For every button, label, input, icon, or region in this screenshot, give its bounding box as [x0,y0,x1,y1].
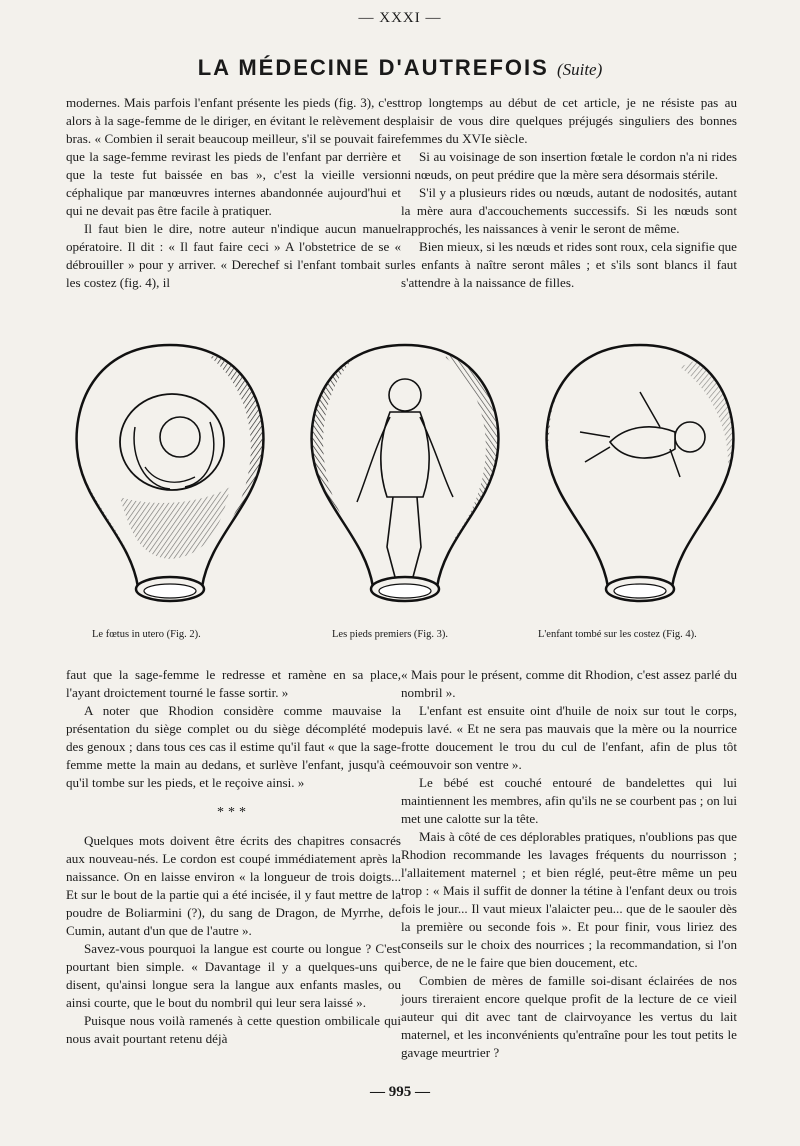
figure-feet-first [295,337,515,632]
section-title [0,55,800,81]
column-bottom-right [401,666,737,1062]
paragraph: faut que la sage-femme le redresse et ramène en sa place, l'ayant droictement tourné le fasse sortir. » [66,667,401,700]
caption-fig-4: L'enfant tombé sur les costez (Fig. 4). [538,629,697,640]
caption-fig-2: Le fœtus in utero (Fig. 2). [92,629,201,640]
paragraph: Mais à côté de ces déplorables pratiques, n'oublions pas que Rhodion recommande les lavages fréquents du nourrisson ; l'allaitement maternel ; et bien réglé, peut-être même un peu trop : « Mais il suffit de donner la tétine à l'enfant deux ou trois fois le jour... Il vaut mieux l'alaicter peu... que de le saouler dès la première ou seconde fois ». Et pour finir, vous liriez des conseils sur le choix des nourrices ; la recommandation, si l'on berce, de ne le faire que bien doucement, etc. [401,829,737,970]
paragraph: « Mais pour le présent, comme dit Rhodion, c'est assez parlé du nombril ». [401,667,737,700]
column-top-left [66,94,401,292]
page-number: — 995 — [370,1084,430,1100]
paragraph: Quelques mots doivent être écrits des chapitres consacrés aux nouveau-nés. Le cordon est coupé immédiatement après la naissance. On en laisse environ « la longueur de trois doigts... Et sur le bout de la partie qui a été incisée, il y faut mettre de la poudre de Boliarmini (?), du sang de Dragon, de Myrrhe, de Cumin, autant d'un que de l'autre ». [66,833,401,938]
paragraph: Puisque nous voilà ramenés à cette question ombilicale qui nous avait pourtant retenu déjà [66,1013,401,1046]
figure-row [60,337,750,632]
paragraph: Savez-vous pourquoi la langue est courte ou longue ? C'est pourtant bien simple. « Davantage il y a quelques-uns qui disent, qu'ainsi longue sera la langue aux enfants masles, ou ainsi courte, que le bout du nombril qui leur sera laissé ». [66,941,401,1010]
paragraph: modernes. Mais parfois l'enfant présente les pieds (fig. 3), c'est alors à la sage-femme de le diriger, en évitant le relèvement des bras. « Combien il serait beaucoup meilleur, s'il se pouvait faire que la sage-femme revirast les pieds de l'enfant par derrière et que la teste fut baissée en bas », c'est la vieille version céphalique par manœuvres internes abandonnée aujourd'hui et qui ne devait pas être facile à pratiquer. [66,95,401,218]
paragraph: A noter que Rhodion considère comme mauvaise la présentation du siège complet ou du siège décomplété mode des genoux ; dans tous ces cas il estime qu'il faut « que la sage-femme mette la main au dedans, et surlève l'enfant, jusqu'à ce qu'il tombe sur les pieds, et le reçoive ainsi. » [66,703,401,790]
title-suite: (Suite) [556,60,603,79]
paragraph: Bien mieux, si les nœuds et rides sont roux, cela signifie que les enfants à naître seront mâles ; et s'ils sont blancs il faut s'attendre à la naissance de filles. [401,239,737,290]
paragraph: Combien de mères de famille soi-disant éclairées de nos jours tireraient encore quelque profit de la lecture de ce vieil auteur qui dit avec tant de clairvoyance les vertus du lait maternel, et les inconvénients qu'entraîne pour les tout petits le gavage meurtrier ? [401,973,737,1060]
caption-fig-3: Les pieds premiers (Fig. 3). [332,629,449,640]
figure-fallen-on-side [530,337,750,632]
engraving-fetus-curled [60,337,280,632]
title-text: LA MÉDECINE D'AUTREFOIS [197,55,549,80]
paragraph: trop longtemps au début de cet article, je ne résiste pas au plaisir de vous dire quelques préjugés singuliers des bonnes femmes du XVIe siècle. [401,95,737,146]
column-bottom-left [66,666,401,1048]
page-roman-number: — XXXI — [358,10,442,26]
engraving-fetus-sideways [530,337,750,632]
paragraph: Il faut bien le dire, notre auteur n'indique aucun manuel opératoire. Il dit : « Il faut faire ceci » A l'obstetrice de se « débrouiller » pour y arriver. « Derechef si l'enfant tombait sur les costez (fig. 4), il [66,221,401,290]
column-top-right [401,94,737,292]
paragraph: S'il y a plusieurs rides ou nœuds, autant de nodosités, autant la mère aura d'accouchements successifs. Si les nœuds sont rapprochés, les naissances à venir le seront de même. [401,185,737,236]
paragraph: Le bébé est couché entouré de bandelettes qui lui maintiennent les membres, afin qu'ils ne se courbent pas ; on lui met une calotte sur la tête. [401,775,737,826]
figure-captions [60,629,750,647]
paragraph: L'enfant est ensuite oint d'huile de noix sur tout le corps, puis lavé. « Et ne sera pas mauvais que la mère ou la nourrice frotte doucement le trou du cul de l'enfant, afin de plus tôt émouvoir son ventre ». [401,703,737,772]
paragraph: Si au voisinage de son insertion fœtale le cordon n'a ni rides ni nœuds, on peut prédire que la mère sera désormais stérile. [401,149,737,182]
figure-fetus-in-utero [60,337,280,632]
section-separator: *** [217,805,250,820]
engraving-standing-fetus [295,337,515,632]
